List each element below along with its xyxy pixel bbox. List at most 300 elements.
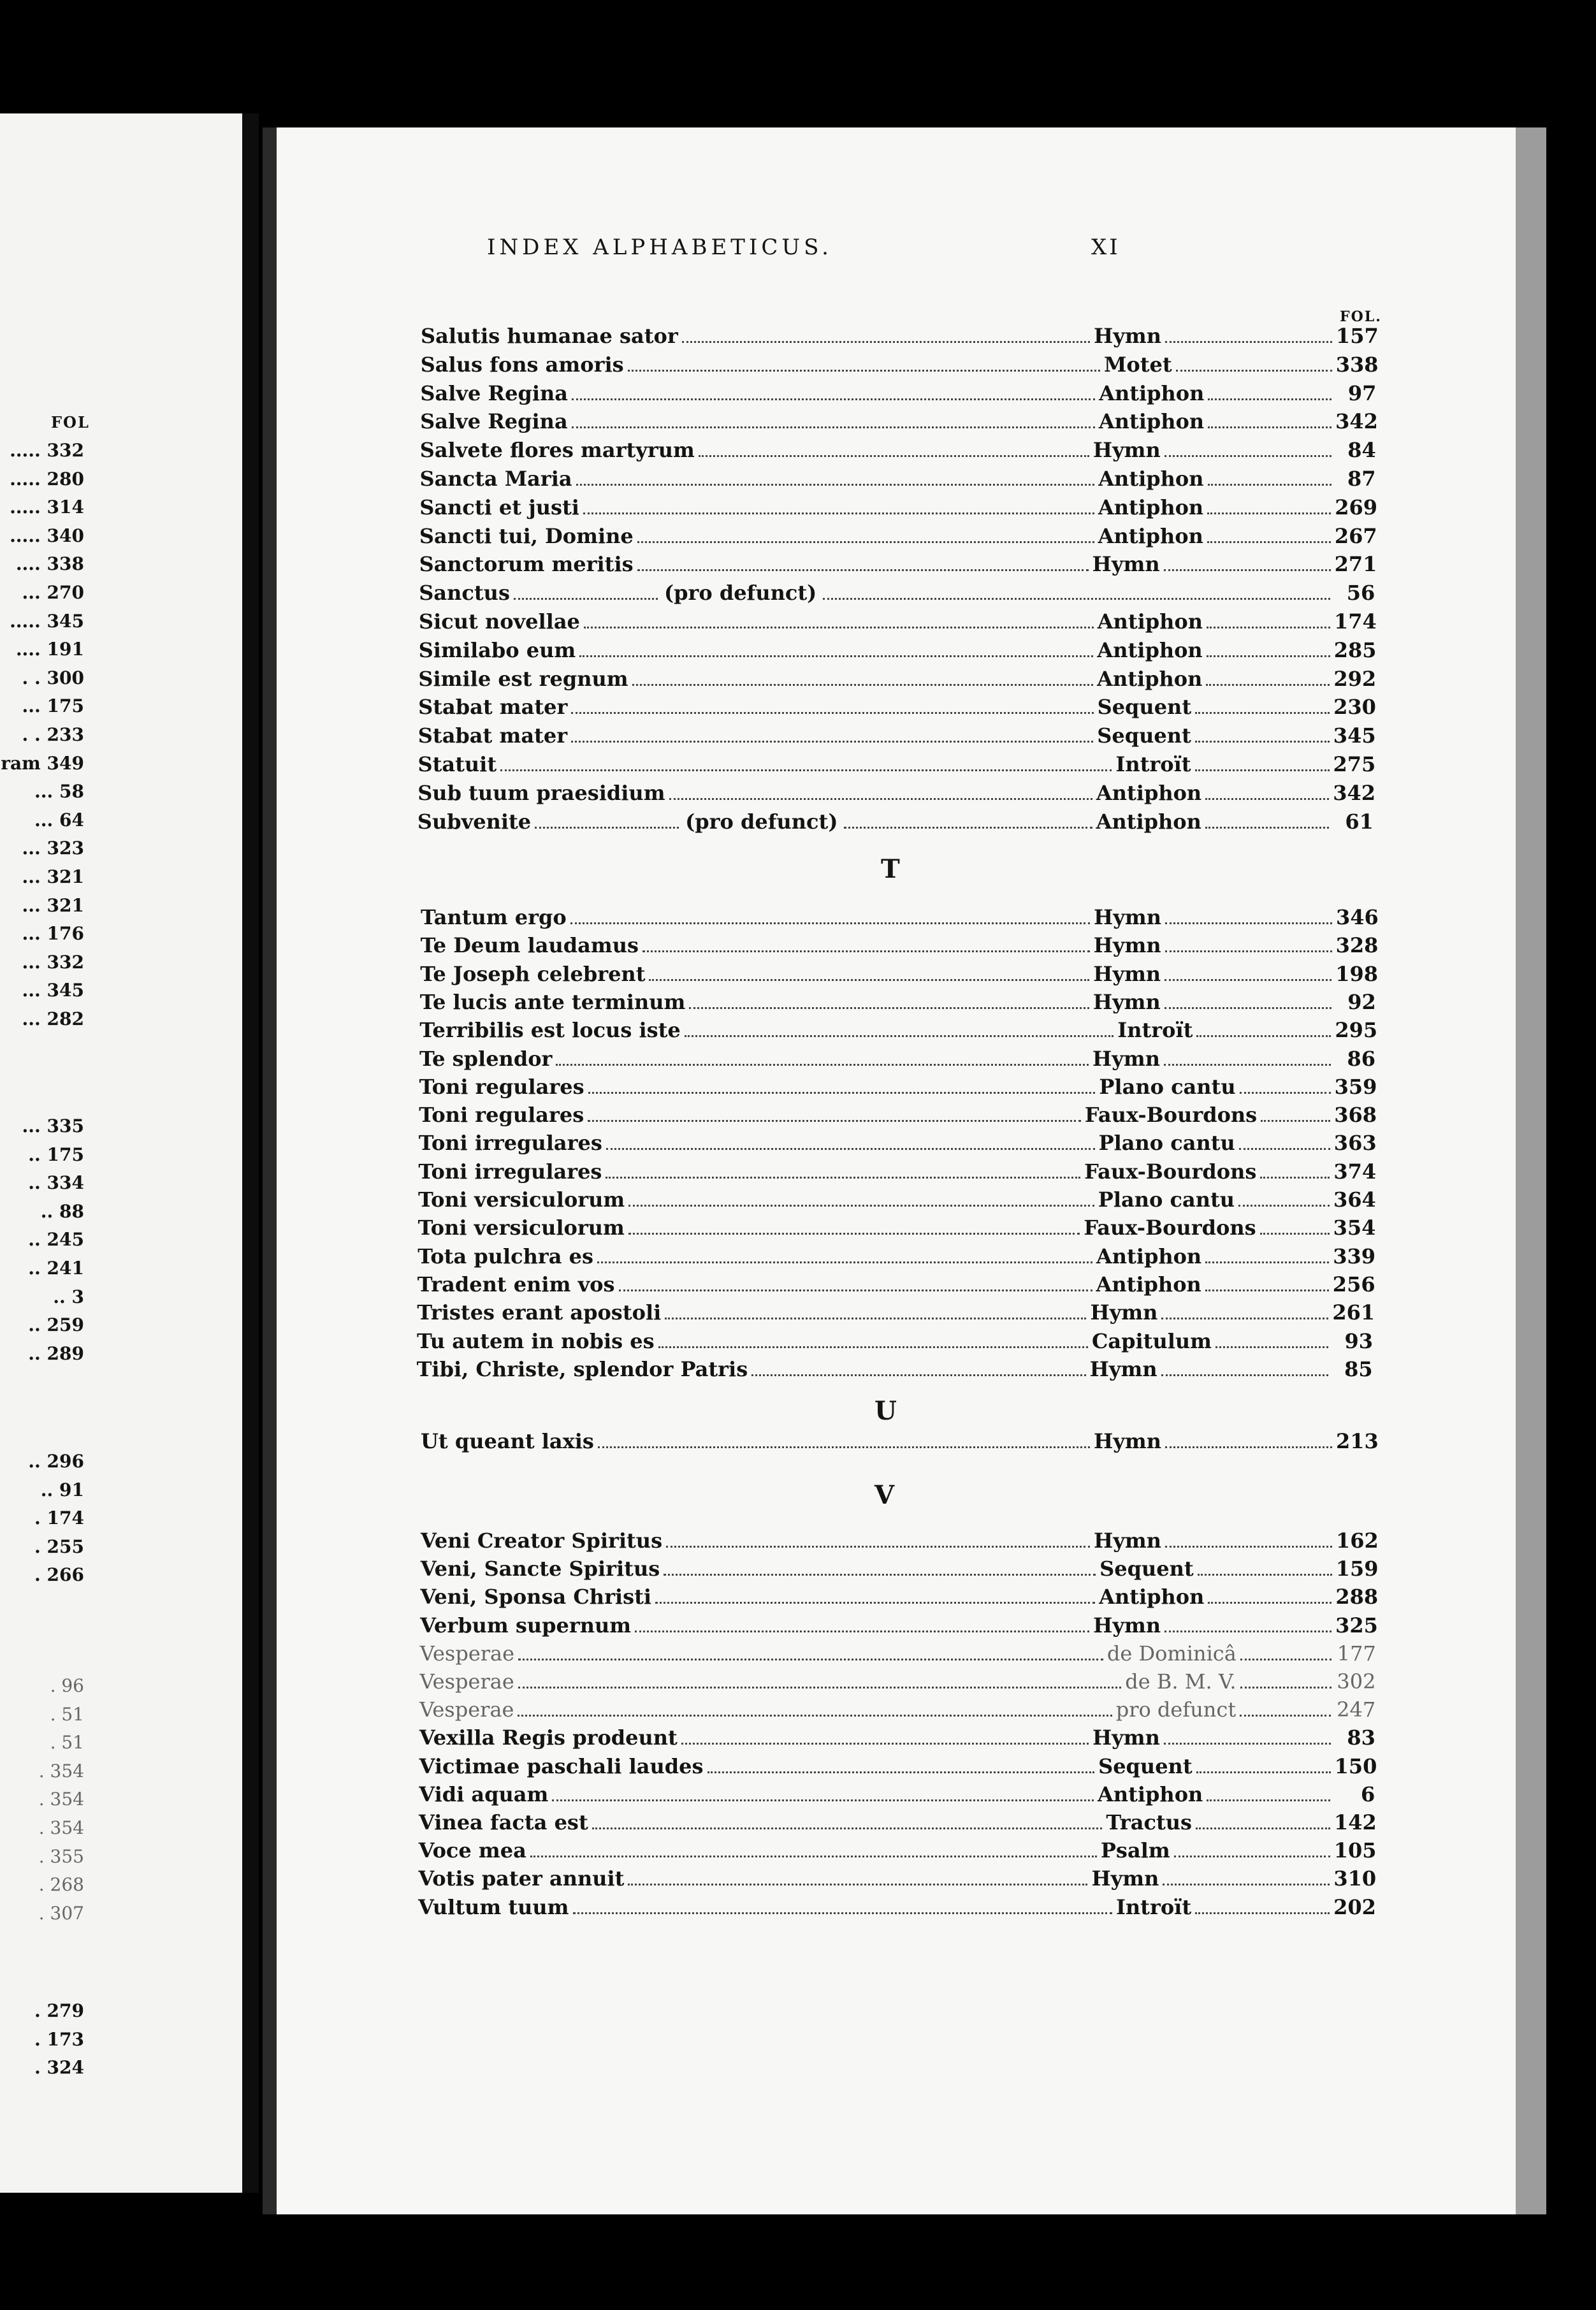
entry-kind: Antiphon [1096, 809, 1201, 834]
entry-kind: Sequent [1098, 1754, 1193, 1778]
index-entry [419, 1075, 1375, 1100]
leader-dots [682, 341, 1090, 343]
entry-note: (pro defunct) [664, 581, 817, 606]
entry-title: Te Deum laudamus [420, 933, 639, 958]
left-page-entry: ... 175 [22, 695, 84, 717]
entry-title: Sancta Maria [419, 467, 572, 491]
entry-fol: 339 [1333, 1244, 1375, 1268]
left-page-entry: ... 332 [22, 951, 84, 973]
left-page-entry: ram 349 [1, 752, 84, 774]
leader-dots [1239, 1148, 1330, 1150]
entry-title: Veni Creator Spiritus [421, 1529, 663, 1553]
left-page-entry: . 279 [34, 2000, 84, 2021]
entry-fol: 346 [1336, 905, 1379, 929]
section-letter-v: V [874, 1480, 895, 1510]
entry-fol: 267 [1334, 523, 1377, 548]
leader-dots [1163, 1884, 1330, 1885]
entry-title: Vesperae [419, 1669, 514, 1694]
leader-dots [823, 598, 1330, 600]
left-page-entry: . 354 [38, 1817, 84, 1838]
section-letter-u: U [874, 1396, 897, 1426]
index-entry [421, 1557, 1377, 1582]
index-entry [420, 1669, 1376, 1695]
leader-dots [628, 1233, 1080, 1235]
entry-title: Stabat mater [418, 695, 568, 720]
leader-dots [1165, 1446, 1332, 1448]
index-entry [419, 609, 1375, 635]
leader-dots [685, 1035, 1114, 1037]
index-entry [421, 324, 1377, 349]
leader-dots [576, 484, 1095, 486]
left-page-entry: . 255 [34, 1536, 84, 1557]
leader-dots [1195, 1912, 1330, 1914]
entry-kind: Antiphon [1098, 1782, 1203, 1806]
leader-dots [514, 598, 658, 600]
entry-kind: Antiphon [1098, 467, 1204, 491]
left-page-entry: .. 245 [28, 1229, 84, 1251]
entry-fol: 159 [1335, 1557, 1379, 1581]
entry-title: Tu autem in nobis es [417, 1328, 655, 1353]
left-page-entry: . 354 [38, 1760, 84, 1782]
entry-fol: 285 [1333, 637, 1377, 662]
left-page-entry: . 266 [34, 1564, 84, 1586]
entry-title: Toni regulares [419, 1074, 584, 1099]
index-entry [419, 1697, 1375, 1723]
left-page-entry: .. 289 [28, 1342, 84, 1364]
entry-fol: 150 [1334, 1754, 1377, 1778]
index-entry [420, 409, 1376, 435]
entry-fol: 61 [1345, 809, 1374, 834]
index-entry [417, 1329, 1373, 1355]
left-page-entry: . 51 [50, 1732, 84, 1754]
leader-dots [1207, 627, 1330, 628]
leader-dots [1207, 512, 1331, 514]
entry-fol: 105 [1333, 1838, 1377, 1863]
leader-dots [535, 827, 679, 829]
entry-title: Veni, Sponsa Christi [420, 1585, 652, 1609]
entry-kind: de B. M. V. [1125, 1669, 1237, 1694]
leader-dots [619, 1289, 1092, 1291]
left-column-header: FOL [51, 413, 90, 432]
entry-title: Victimae paschali laudes [419, 1754, 704, 1778]
entry-kind: Antiphon [1096, 1244, 1202, 1268]
leader-dots [1196, 1771, 1331, 1773]
section-letter-t: T [881, 854, 900, 884]
entry-kind: pro defunct [1115, 1697, 1237, 1722]
leader-dots [592, 1827, 1103, 1829]
entry-kind: Hymn [1092, 552, 1160, 577]
entry-fol: 213 [1336, 1429, 1379, 1453]
entry-kind: Sequent [1097, 723, 1191, 748]
index-entry [421, 905, 1377, 931]
leader-dots [1261, 1120, 1330, 1122]
leader-dots [597, 1261, 1092, 1263]
left-page-entry: . . 300 [22, 667, 84, 688]
entry-kind: Plano cantu [1098, 1188, 1235, 1212]
leader-dots [681, 1743, 1089, 1745]
leader-dots [570, 922, 1090, 924]
leader-dots [571, 741, 1093, 743]
entry-kind: Introït [1117, 1018, 1193, 1043]
index-entry [419, 1103, 1375, 1128]
left-page-entry: .. 241 [28, 1258, 84, 1279]
index-entry [420, 962, 1376, 987]
leader-dots [556, 1064, 1089, 1066]
leader-dots [1165, 950, 1332, 952]
left-page-entry: . 51 [50, 1703, 84, 1725]
entry-title: Toni irregulares [418, 1131, 602, 1156]
index-entry [418, 1188, 1374, 1213]
entry-title: Toni regulares [419, 1103, 584, 1128]
entry-title: Vidi aquam [419, 1782, 549, 1806]
leader-dots [1196, 1035, 1331, 1037]
entry-fol: 338 [1335, 352, 1379, 377]
entry-title: Salus fons amoris [420, 352, 624, 377]
entry-title: Salve Regina [420, 381, 568, 405]
index-entry [419, 1047, 1375, 1072]
entry-kind: Hymn [1092, 438, 1161, 463]
left-page-entry: . 354 [38, 1789, 84, 1810]
leader-dots [1240, 1687, 1331, 1689]
leader-dots [655, 1602, 1095, 1604]
left-page-entry: ... 282 [22, 1008, 84, 1029]
left-page-entry: ... 321 [22, 866, 84, 887]
index-entry [419, 552, 1375, 578]
leader-dots [1207, 541, 1331, 543]
leader-dots [584, 627, 1094, 628]
left-page-entry: ... 345 [22, 980, 84, 1001]
index-entry [420, 1585, 1379, 1610]
entry-kind: Hymn [1092, 1725, 1160, 1750]
index-entry [419, 1018, 1378, 1043]
left-page-entry: . 268 [38, 1874, 84, 1896]
leader-dots [1215, 1346, 1328, 1348]
entry-title: Tantum ergo [421, 905, 567, 929]
leader-dots [1164, 1631, 1331, 1632]
left-page-entry: . 174 [34, 1507, 84, 1529]
index-entry [419, 1838, 1375, 1864]
leader-dots [669, 798, 1092, 800]
index-entry [418, 723, 1374, 749]
entry-kind: Antiphon [1096, 780, 1202, 805]
leader-dots [1161, 1318, 1328, 1319]
left-page-entry: ... 270 [22, 582, 84, 603]
entry-fol: 325 [1335, 1613, 1378, 1638]
entry-kind: Antiphon [1098, 409, 1205, 434]
entry-note: (pro defunct) [685, 809, 838, 834]
entry-fol: 6 [1361, 1782, 1375, 1806]
leader-dots [665, 1318, 1086, 1319]
index-entry [419, 1810, 1375, 1836]
entry-fol: 85 [1344, 1356, 1373, 1381]
left-page-entry: . 355 [38, 1845, 84, 1867]
entry-title: Ut queant laxis [421, 1429, 594, 1453]
left-page-entry: .. 259 [28, 1314, 84, 1336]
index-entry [418, 752, 1374, 778]
entry-title: Vesperae [419, 1697, 514, 1722]
index-entry [419, 1754, 1375, 1780]
left-page-entry: ... 323 [22, 838, 84, 859]
entry-fol: 84 [1347, 438, 1376, 463]
leader-dots [1164, 1743, 1331, 1745]
entry-kind: Faux-Bourdons [1084, 1103, 1258, 1128]
entry-kind: Antiphon [1096, 1272, 1201, 1297]
index-entry [419, 524, 1375, 549]
entry-kind: Plano cantu [1098, 1131, 1235, 1156]
leader-dots [1207, 655, 1330, 657]
left-page-entry: ..... 280 [10, 468, 84, 490]
entry-fol: 56 [1346, 581, 1375, 606]
entry-title: Sancti et justi [419, 495, 579, 519]
entry-title: Vultum tuum [418, 1894, 569, 1919]
leader-dots [1260, 1177, 1330, 1179]
index-entry [419, 1782, 1375, 1808]
entry-fol: 328 [1335, 933, 1379, 958]
entry-title: Vesperae [419, 1641, 515, 1666]
index-entry [421, 352, 1377, 378]
entry-fol: 364 [1333, 1188, 1376, 1212]
leader-dots [572, 398, 1095, 400]
entry-kind: Motet [1104, 352, 1172, 377]
leader-dots [1207, 1799, 1330, 1801]
entry-title: Tibi, Christe, splendor Patris [416, 1356, 748, 1381]
entry-fol: 368 [1334, 1103, 1377, 1128]
index-entry [419, 1131, 1375, 1156]
leader-dots [573, 1912, 1112, 1914]
index-entry [418, 695, 1374, 720]
entry-fol: 87 [1347, 467, 1376, 491]
entry-title: Te lucis ante terminum [419, 989, 686, 1014]
leader-dots [598, 1446, 1090, 1448]
left-page-entry: .. 88 [40, 1200, 84, 1222]
index-entry [419, 638, 1375, 664]
leader-dots [628, 1884, 1087, 1885]
entry-title: Tota pulchra es [417, 1244, 593, 1268]
left-page-entry: . 173 [34, 2028, 84, 2050]
entry-fol: 198 [1335, 961, 1378, 986]
leader-dots [1240, 1659, 1331, 1660]
entry-fol: 247 [1337, 1697, 1376, 1722]
entry-kind: Hymn [1093, 933, 1161, 958]
index-entry [419, 1725, 1375, 1751]
leader-dots [649, 979, 1089, 981]
leader-dots [1174, 1856, 1330, 1857]
entry-kind: Antiphon [1099, 381, 1205, 405]
left-page-entry: ... 58 [34, 781, 84, 803]
entry-fol: 92 [1347, 989, 1376, 1014]
leader-dots [1165, 1546, 1332, 1548]
leader-dots [1208, 426, 1331, 428]
entry-title: Vexilla Regis prodeunt [419, 1725, 678, 1750]
entry-title: Verbum supernum [420, 1613, 632, 1638]
entry-title: Sancti tui, Domine [419, 523, 634, 548]
left-page-entry: ... 176 [22, 923, 84, 945]
leader-dots [1195, 741, 1330, 743]
entry-fol: 86 [1347, 1046, 1375, 1071]
leader-dots [1205, 798, 1329, 800]
leader-dots [1240, 1715, 1331, 1717]
leader-dots [572, 426, 1095, 428]
leader-dots [1176, 370, 1332, 372]
fol-column-header: FOL. [1340, 309, 1382, 325]
leader-dots [500, 769, 1112, 771]
entry-title: Tradent enim vos [417, 1272, 615, 1297]
left-page-entry: ... 64 [34, 809, 84, 831]
leader-dots [579, 655, 1093, 657]
entry-fol: 269 [1335, 495, 1377, 519]
leader-dots [632, 684, 1094, 686]
leader-dots [658, 1346, 1088, 1348]
entry-kind: Hymn [1090, 1300, 1158, 1325]
leader-dots [552, 1799, 1094, 1801]
leader-dots [530, 1856, 1097, 1857]
index-entry [418, 1159, 1377, 1185]
entry-kind: Capitulum [1091, 1328, 1212, 1353]
entry-fol: 354 [1333, 1216, 1376, 1240]
entry-title: Veni, Sancte Spiritus [420, 1557, 660, 1581]
leader-dots [518, 1715, 1112, 1717]
leader-dots [1164, 1064, 1331, 1066]
entry-kind: Faux-Bourdons [1084, 1159, 1257, 1184]
leader-dots [642, 950, 1090, 952]
entry-title: Sanctus [419, 581, 510, 606]
left-page-entry: .. 91 [40, 1479, 84, 1500]
index-entry [420, 1613, 1376, 1639]
entry-kind: Faux-Bourdons [1084, 1216, 1256, 1240]
leader-dots [1164, 1007, 1331, 1009]
entry-kind: de Dominicâ [1106, 1641, 1237, 1666]
entry-title: Sub tuum praesidium [417, 780, 665, 805]
left-page-entry: ..... 314 [10, 497, 84, 518]
left-page-entry: ..... 340 [10, 525, 84, 546]
entry-fol: 302 [1337, 1669, 1376, 1694]
entry-kind: Hymn [1093, 1613, 1161, 1638]
leader-dots [1161, 1374, 1328, 1376]
leader-dots [1205, 1289, 1329, 1291]
leader-dots [1260, 1233, 1330, 1235]
entry-kind: Sequent [1097, 695, 1192, 720]
entry-fol: 342 [1333, 780, 1375, 805]
index-entry [420, 467, 1376, 492]
leader-dots [1198, 1574, 1332, 1576]
page-fold [263, 127, 277, 2214]
entry-title: Te splendor [419, 1046, 553, 1071]
left-page-entry: . 307 [38, 1902, 84, 1924]
entry-fol: 230 [1333, 695, 1376, 720]
entry-title: Voce mea [418, 1838, 526, 1863]
entry-kind: Tractus [1106, 1810, 1192, 1834]
left-page-entry: .. 334 [28, 1172, 84, 1194]
index-entry [417, 1300, 1373, 1326]
entry-fol: 83 [1347, 1725, 1375, 1750]
leader-dots [664, 1574, 1096, 1576]
entry-fol: 288 [1335, 1585, 1379, 1609]
entry-title: Toni versiculorum [417, 1216, 625, 1240]
entry-kind: Hymn [1093, 961, 1161, 986]
entry-kind: Hymn [1092, 989, 1161, 1014]
entry-title: Te Joseph celebrent [420, 961, 646, 986]
entry-title: Salve Regina [420, 409, 568, 434]
index-entry [420, 990, 1376, 1015]
entry-fol: 275 [1333, 752, 1376, 776]
index-entry [421, 933, 1377, 959]
leader-dots [628, 370, 1100, 372]
leader-dots [637, 541, 1094, 543]
entry-kind: Antiphon [1097, 666, 1203, 691]
leader-dots [1205, 1261, 1329, 1263]
entry-fol: 310 [1333, 1866, 1377, 1891]
leader-dots [1208, 398, 1331, 400]
entry-kind: Hymn [1094, 324, 1161, 348]
entry-kind: Antiphon [1098, 495, 1204, 519]
entry-title: Salutis humanae sator [421, 324, 678, 348]
leader-dots [571, 712, 1093, 714]
leader-dots [699, 455, 1089, 457]
entry-title: Tristes erant apostoli [417, 1300, 662, 1325]
leader-dots [666, 1546, 1090, 1548]
entry-fol: 142 [1334, 1810, 1377, 1834]
entry-fol: 292 [1333, 666, 1377, 691]
entry-title: Sanctorum meritis [419, 552, 634, 577]
left-page-entry: .. 296 [28, 1451, 84, 1472]
leader-dots [1165, 922, 1332, 924]
left-page-entry: . . 233 [22, 724, 84, 745]
entry-kind: Hymn [1094, 1529, 1161, 1553]
index-entry [417, 1244, 1374, 1270]
leader-dots [588, 1092, 1096, 1094]
leader-dots [1208, 484, 1331, 486]
entry-kind: Hymn [1089, 1356, 1157, 1381]
leader-dots [1164, 455, 1331, 457]
index-entry [418, 1895, 1374, 1921]
left-page-entry: .. 175 [28, 1144, 84, 1165]
entry-kind: Antiphon [1098, 523, 1203, 548]
entry-kind: Sequent [1099, 1557, 1194, 1581]
left-page-entry: ..... 345 [10, 610, 84, 632]
leader-dots [844, 827, 1092, 829]
leader-dots [637, 569, 1089, 571]
index-entry [421, 1529, 1377, 1554]
index-entry [418, 1866, 1377, 1892]
entry-kind: Introït [1115, 752, 1191, 776]
entry-fol: 157 [1336, 324, 1379, 348]
index-entry [417, 781, 1374, 806]
entry-title: Statuit [417, 752, 497, 776]
leader-dots [518, 1659, 1103, 1660]
leader-dots [1206, 684, 1330, 686]
index-entry [421, 1429, 1377, 1455]
entry-title: Toni irregulares [418, 1159, 602, 1184]
left-page-entry: ... 321 [22, 894, 84, 916]
entry-kind: Antiphon [1097, 637, 1203, 662]
leader-dots [583, 512, 1094, 514]
entry-fol: 271 [1334, 552, 1377, 577]
left-page-entry: . 324 [34, 2057, 84, 2079]
index-entry [420, 1641, 1376, 1667]
entry-fol: 202 [1333, 1894, 1376, 1919]
entry-title: Subvenite [417, 809, 532, 834]
left-page [0, 113, 259, 2193]
entry-fol: 295 [1335, 1018, 1378, 1043]
index-entry [419, 495, 1375, 521]
leader-dots [1208, 1602, 1331, 1604]
leader-dots [1165, 341, 1332, 343]
index-entry [417, 1272, 1374, 1298]
page-number: XI [1091, 235, 1121, 260]
leader-dots [689, 1007, 1089, 1009]
index-entry [418, 666, 1377, 692]
entry-kind: Hymn [1092, 1046, 1160, 1071]
